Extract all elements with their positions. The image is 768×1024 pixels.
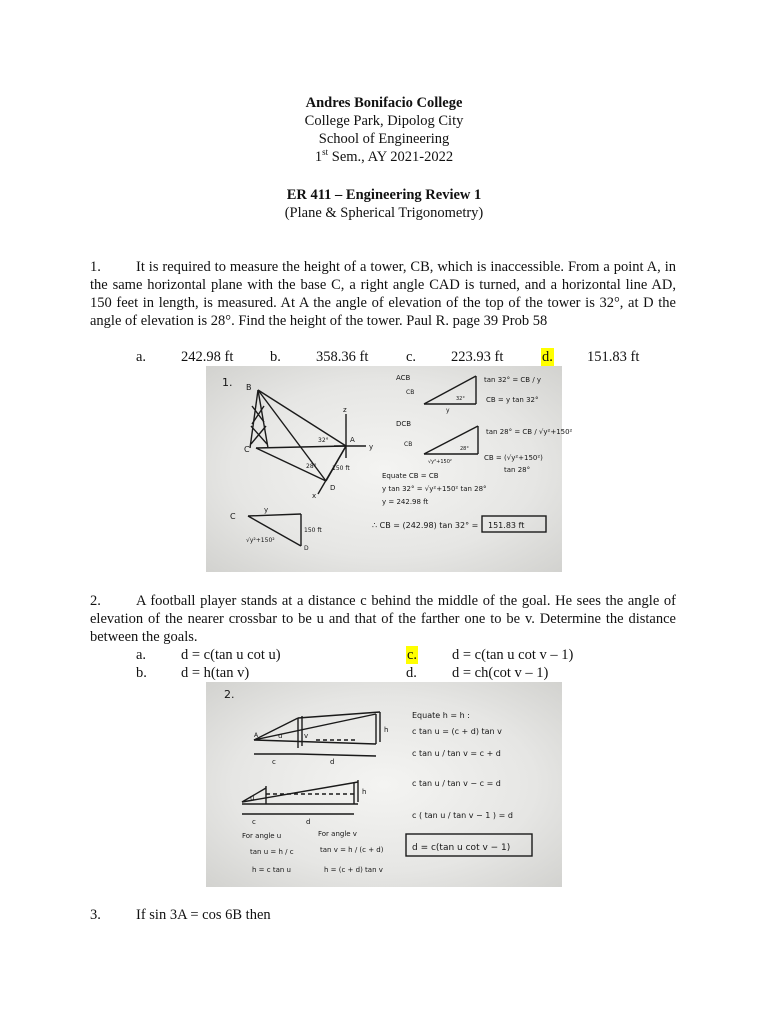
choice-value: d = ch(cot v – 1) xyxy=(452,665,549,681)
choice-value: 223.93 ft xyxy=(451,349,504,365)
problem-2-text: 2. A football player stands at a distance c behind the middle of the goal. He sees the angle of elevation of the nearer crossbar to be u and that of the farther one to be v. Determine the distance between the goals. xyxy=(90,593,676,645)
work-label: c tan u / tan v = c + d xyxy=(412,749,501,758)
work-label: CB = y tan 32° xyxy=(486,396,539,404)
work-label: DCB xyxy=(396,420,412,428)
work-label: CB xyxy=(404,441,413,448)
work-label: 32° xyxy=(318,437,329,444)
work-label: Equate h = h : xyxy=(412,711,470,720)
work-label: v xyxy=(304,732,309,740)
choice-letter: a. xyxy=(136,349,147,365)
work-label: CB = (√y²+150²) xyxy=(484,454,543,462)
problem-1-text: 1. It is required to measure the height of a tower, CB, which is inaccessible. From a point A, in the same horizontal plane with the base C, a right angle CAD is turned, and a horizontal line AD, 150 feet in length, is measured. At A the angle of elevation of the top of the tower is 32°, at D the angle of elevation is 28°. Find the height of the tower. Paul R. page 39 Prob 58 xyxy=(90,259,676,329)
work-label: h = c tan u xyxy=(252,866,291,874)
work-label: For angle u xyxy=(242,832,282,840)
boxed-answer: d = c(tan u cot v − 1) xyxy=(412,843,511,853)
choice-value: d = c(tan u cot u) xyxy=(181,647,281,663)
work-label: B xyxy=(246,383,252,392)
course-title: ER 411 – Engineering Review 1 xyxy=(286,187,482,203)
work-label: y xyxy=(369,443,374,451)
work-label: ∴ CB = (242.98) tan 32° = xyxy=(372,521,479,530)
work-label: d xyxy=(330,758,335,766)
choice-value: 242.98 ft xyxy=(181,349,234,365)
work-label: tan 28° = CB / √y²+150² xyxy=(486,428,573,436)
work-label: C xyxy=(230,512,236,521)
work-label: tan 28° xyxy=(504,466,531,474)
work-label: ACB xyxy=(396,374,411,382)
work-label: 28° xyxy=(306,463,317,470)
work-label: c xyxy=(272,758,276,766)
work-label: y xyxy=(264,506,269,514)
work-label: c ( tan u / tan v − 1 ) = d xyxy=(412,811,513,820)
work-label: c xyxy=(252,818,256,826)
work-label: 2. xyxy=(224,688,235,701)
solution-photo-2 xyxy=(206,682,562,887)
work-label: √y²+150² xyxy=(428,459,452,465)
work-label: 28° xyxy=(460,446,469,452)
college-name: Andres Bonifacio College xyxy=(305,95,463,111)
work-label: A xyxy=(254,732,259,739)
choice-letter: c. xyxy=(406,349,417,365)
college-location: College Park, Dipolog City xyxy=(304,113,464,129)
choice-value: 151.83 ft xyxy=(587,349,640,365)
choice-letter: a. xyxy=(136,647,147,663)
work-label: y xyxy=(446,407,450,414)
work-label: y = 242.98 ft xyxy=(382,498,429,506)
school-name: School of Engineering xyxy=(318,131,450,147)
work-label: D xyxy=(330,484,336,492)
work-label: h xyxy=(362,788,367,796)
problem-3-text: 3. If sin 3A = cos 6B then xyxy=(90,907,271,923)
work-label: 150 ft xyxy=(332,465,350,472)
choice-value: d = c(tan u cot v – 1) xyxy=(452,647,574,663)
choice-letter-highlighted: d. xyxy=(542,349,553,365)
boxed-answer: 151.83 ft xyxy=(488,521,525,530)
solution-photo-1 xyxy=(206,366,573,572)
work-label: 1. xyxy=(222,376,233,389)
work-label: A xyxy=(350,436,355,444)
course-subtitle: (Plane & Spherical Trigonometry) xyxy=(284,205,484,221)
work-label: C xyxy=(244,445,250,454)
semester-line: 1st Sem., AY 2021-2022 xyxy=(314,147,454,165)
work-label: c tan u = (c + d) tan v xyxy=(412,727,502,736)
choice-letter: d. xyxy=(406,665,417,681)
work-label: c tan u / tan v − c = d xyxy=(412,779,501,788)
choice-value: 358.36 ft xyxy=(316,349,369,365)
work-label: Equate CB = CB xyxy=(382,472,439,480)
solution-2-drawing xyxy=(206,682,562,887)
choice-letter: b. xyxy=(136,665,147,681)
work-label: tan v = h / (c + d) xyxy=(320,846,384,854)
work-label: x xyxy=(312,492,317,500)
work-label: h xyxy=(384,726,389,734)
work-label: d xyxy=(306,818,311,826)
work-label: CB xyxy=(406,389,415,396)
work-label: tan u = h / c xyxy=(250,848,294,856)
choice-letter-highlighted: c. xyxy=(407,647,418,663)
work-label: 32° xyxy=(456,396,465,402)
choice-letter: b. xyxy=(270,349,281,365)
work-label: √y²+150² xyxy=(246,537,275,544)
work-label: tan 32° = CB / y xyxy=(484,376,542,384)
choice-value: d = h(tan v) xyxy=(181,665,250,681)
work-label: D xyxy=(304,545,309,552)
work-label: u xyxy=(250,794,255,802)
work-label: h = (c + d) tan v xyxy=(324,866,383,874)
solution-1-drawing xyxy=(206,366,573,572)
work-label: For angle v xyxy=(318,830,357,838)
work-label: u xyxy=(278,732,283,740)
work-label: z xyxy=(343,406,347,414)
work-label: 150 ft xyxy=(304,527,322,534)
work-label: y tan 32° = √y²+150² tan 28° xyxy=(382,485,487,493)
